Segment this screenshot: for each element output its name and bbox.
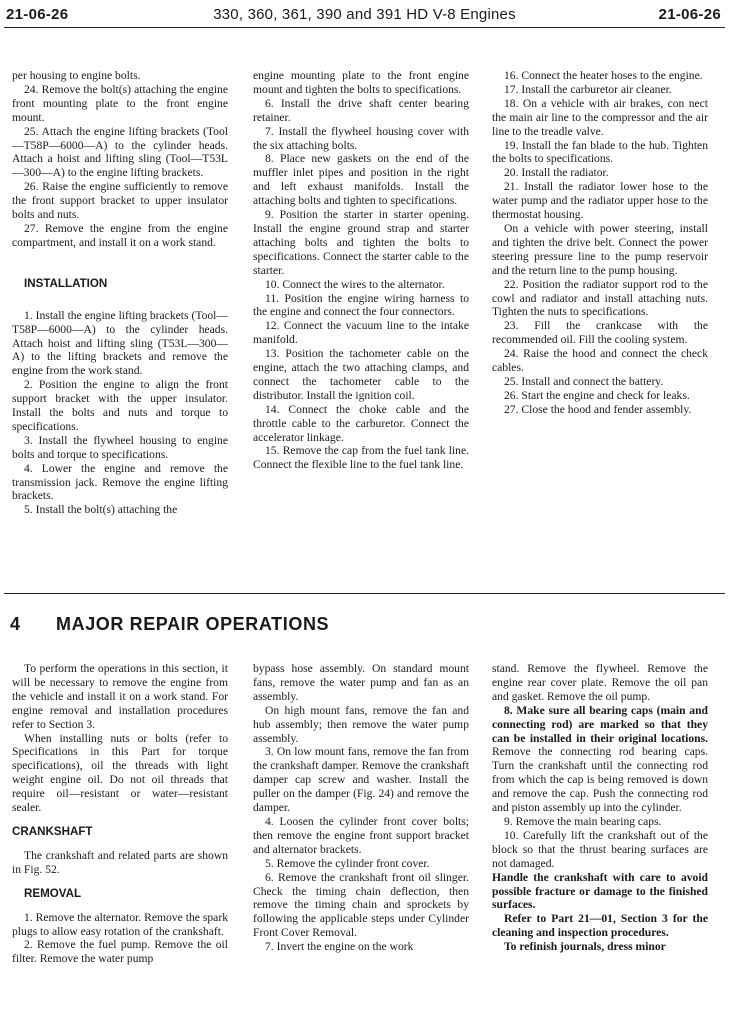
install-step-10: 10. Connect the wires to the alternator.	[265, 277, 445, 291]
install-step-6: 6. Install the drive shaft center bearing retainer.	[253, 96, 469, 124]
install-step-12: 12. Connect the vacuum line to the intake manifold.	[253, 319, 469, 347]
install-step-9: 9. Position the starter in starter opening. Install the engine ground strap and starter attaching bolts and tighten the bolts to specifications. Connect the starter cable to the starter.	[253, 208, 469, 277]
install-step-23: 23. Fill the crankcase with the recommended oil. Fill the cooling system.	[492, 319, 708, 347]
removal-step-8-text: Remove the connecting rod bearing caps. Turn the crankshaft until the connecting rod from which the cap is being removed is down and remove the cap. Push the connecting rod and piston assembly up into the cylinder.	[492, 745, 708, 815]
page-title: 330, 360, 361, 390 and 391 HD V-8 Engines	[213, 6, 516, 23]
section-title: MAJOR REPAIR OPERATIONS	[56, 614, 330, 634]
removal-step-2: 2. Remove the fuel pump. Remove the oil filter. Remove the water pump	[12, 938, 228, 966]
install-step-19: 19. Install the fan blade to the hub. Tighten the bolts to specifications.	[492, 138, 708, 166]
intro-paragraph-2: When installing nuts or bolts (refer to Specifications in this Part for torque specifications), oil the threads with light weight engine oil. Do not oil threads that require oil—resistant or water—resistant sealer.	[12, 731, 228, 815]
installation-heading: INSTALLATION	[24, 276, 108, 290]
install-step-21: 21. Install the radiator lower hose to the water pump and the radiator upper hose to the thermostat housing.	[492, 180, 708, 222]
install-step-1: 1. Install the engine lifting brackets (Tool—T58P—6000—A) to the cylinder heads. Attach hoist and lifting sling (T53L—300—A) to the lifting brackets and remove the engine from the work stand.	[12, 308, 228, 378]
install-step-15: 15. Remove the cap from the fuel tank line. Connect the flexible line to the fuel tank line.	[253, 444, 469, 472]
page-number-right: 21-06-26	[658, 6, 721, 23]
paragraph: stand. Remove the flywheel. Remove the engine rear cover plate. Remove the oil pan and gasket. Remove the oil pump.	[492, 662, 708, 703]
high-mount-note: On high mount fans, remove the fan and hub assembly; then remove the water pump assembly.	[253, 703, 469, 745]
removal-step-3: 3. On low mount fans, remove the fan from the crankshaft damper. Remove the crankshaft damper cap screw and washer. Install the puller on the damper (Fig. 24) and remove the damper.	[253, 745, 469, 815]
step-24: 24. Remove the bolt(s) attaching the engine front mounting plate to the front engine mount.	[12, 82, 228, 124]
header-rule	[4, 27, 725, 28]
step-27: 27. Remove the engine from the engine compartment, and install it on a work stand.	[12, 221, 228, 249]
removal-step-5: 5. Remove the cylinder front cover.	[265, 856, 430, 870]
removal-step-10: 10. Carefully lift the crankshaft out of the block so that the thrust bearing surfaces are not damaged.	[492, 828, 708, 870]
install-step-7: 7. Install the flywheel housing cover with the six attaching bolts.	[253, 124, 469, 152]
refinish-note: To refinish journals, dress minor	[504, 940, 666, 954]
lower-column-3	[492, 662, 708, 954]
removal-step-1: 1. Remove the alternator. Remove the spark plugs to allow easy rotation of the crankshaft.	[12, 910, 228, 938]
step-26: 26. Raise the engine sufficiently to remove the front support bracket to upper insulator bolts and nuts.	[12, 180, 228, 222]
install-step-20: 20. Install the radiator.	[504, 166, 609, 180]
removal-heading: REMOVAL	[24, 886, 82, 900]
crankshaft-heading: CRANKSHAFT	[12, 824, 93, 838]
paragraph: per housing to engine bolts.	[12, 69, 141, 82]
lower-column-1	[12, 662, 228, 966]
install-step-26: 26. Start the engine and check for leaks.	[504, 388, 690, 402]
upper-column-2	[253, 69, 469, 472]
install-step-27: 27. Close the hood and fender assembly.	[504, 402, 692, 416]
install-step-14: 14. Connect the choke cable and the throttle cable to the carburetor. Connect the accelerator linkage.	[253, 402, 469, 444]
removal-step-7: 7. Invert the engine on the work	[265, 940, 414, 954]
removal-step-9: 9. Remove the main bearing caps.	[504, 814, 662, 828]
install-step-11: 11. Position the engine wiring harness to the engine and connect the four connectors.	[253, 291, 469, 319]
install-step-16: 16. Connect the heater hoses to the engine.	[504, 69, 703, 82]
page-header	[0, 6, 729, 28]
page-number-left: 21-06-26	[6, 6, 69, 23]
intro-paragraph-1: To perform the operations in this section, it will be necessary to remove the engine from the vehicle and install it on a work stand. For engine removal and installation procedures refer to Section 3.	[12, 662, 228, 731]
install-step-17: 17. Install the carburetor air cleaner.	[504, 82, 672, 96]
section-number: 4	[10, 614, 21, 634]
paragraph: bypass hose assembly. On standard mount fans, remove the water pump and fan as an assembly.	[253, 662, 469, 703]
crankshaft-care-warning: Handle the crankshaft with care to avoid possible fracture or damage to the finished surfaces.	[492, 870, 708, 912]
section-heading	[10, 614, 329, 635]
refer-note: Refer to Part 21—01, Section 3 for the cleaning and inspection procedures.	[492, 912, 708, 940]
install-step-4: 4. Lower the engine and remove the transmission jack. Remove the engine lifting brackets.	[12, 461, 228, 503]
lower-column-2	[253, 662, 469, 954]
removal-step-8	[492, 704, 708, 815]
removal-step-6: 6. Remove the crankshaft front oil slinger. Check the timing chain deflection, then remove the timing chain and sprockets by following the applicable steps under Cylinder Front Cover Removal.	[253, 870, 469, 940]
removal-step-4: 4. Loosen the cylinder front cover bolts; then remove the engine front support bracket and alternator brackets.	[253, 814, 469, 856]
install-step-25: 25. Install and connect the battery.	[504, 374, 664, 388]
install-step-22: 22. Position the radiator support rod to the cowl and radiator and install attaching nuts. Tighten the nuts to specifications.	[492, 277, 708, 319]
upper-column-1	[12, 69, 228, 517]
section-rule	[4, 593, 725, 594]
install-step-8: 8. Place new gaskets on the end of the muffler inlet pipes and position in the right and left exhaust manifolds. Install the attaching bolts and tighten to specifications.	[253, 152, 469, 208]
install-step-18: 18. On a vehicle with air brakes, con nect the main air line to the compressor and the air line to the treadle valve.	[492, 96, 708, 138]
paragraph: engine mounting plate to the front engine mount and tighten the bolts to specifications.	[253, 69, 469, 96]
upper-column-3	[492, 69, 708, 417]
install-step-13: 13. Position the tachometer cable on the engine, attach the two attaching clamps, and connect the tachometer cable to the distributor. Install the ignition coil.	[253, 347, 469, 402]
crankshaft-intro: The crankshaft and related parts are shown in Fig. 52.	[12, 848, 228, 876]
install-step-2: 2. Position the engine to align the front support bracket with the upper insulator. Install the bolts and nuts and torque to specifications.	[12, 378, 228, 433]
power-steering-note: On a vehicle with power steering, install and tighten the drive belt. Connect the power steering pressure line to the pump reservoir and the return line to the pump housing.	[492, 221, 708, 277]
install-step-24: 24. Raise the hood and connect the check cables.	[492, 347, 708, 375]
install-step-5: 5. Install the bolt(s) attaching the	[24, 503, 178, 517]
install-step-3: 3. Install the flywheel housing to engine bolts and torque to specifications.	[12, 433, 228, 461]
bearing-caps-warning: 8. Make sure all bearing caps (main and connecting rod) are marked so that they can be installed in their original locations.	[492, 703, 708, 745]
step-25: 25. Attach the engine lifting brackets (Tool—T58P—6000—A) to the cylinder heads. Attach a hoist and lifting sling (Tool—T53L—300—A) to the engine lifting brackets.	[12, 124, 228, 180]
